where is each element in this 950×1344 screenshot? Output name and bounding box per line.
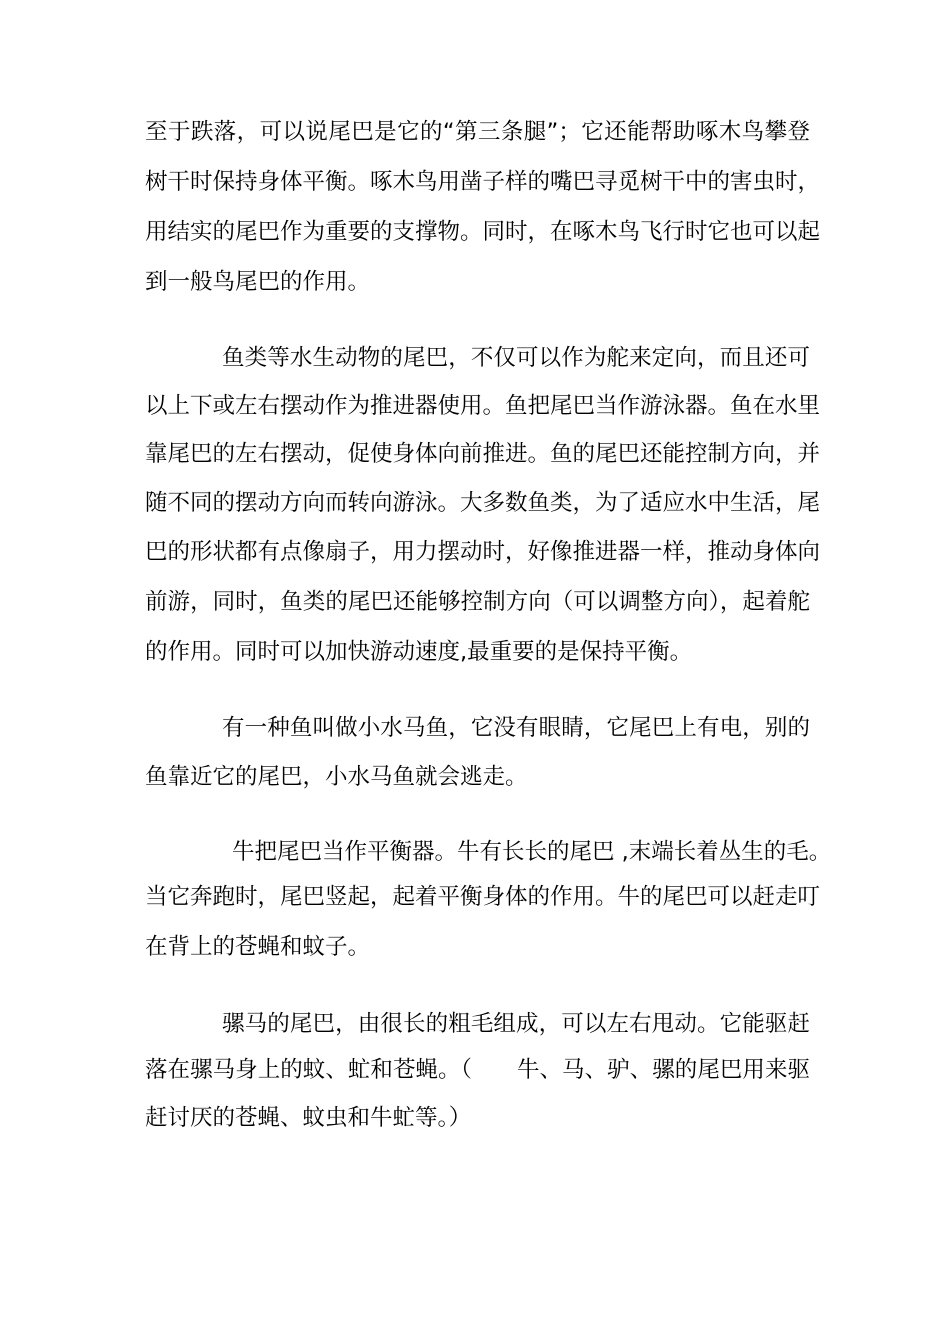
text-line: 前游，同时，鱼类的尾巴还能够控制方向（可以调整方向），起着舵 xyxy=(145,589,810,615)
text-line: 鱼类等水生动物的尾巴，不仅可以作为舵来定向，而且还可 xyxy=(222,345,810,371)
text-line: 树干时保持身体平衡。啄木鸟用凿子样的嘴巴寻觅树干中的害虫时， xyxy=(145,169,821,195)
text-line: 当它奔跑时，尾巴竖起，起着平衡身体的作用。牛的尾巴可以赶走叮 xyxy=(145,884,821,910)
text-line: 巴的形状都有点像扇子，用力摆动时，好像推进器一样，推动身体向 xyxy=(145,539,821,565)
text-line: 以上下或左右摆动作为推进器使用。鱼把尾巴当作游泳器。鱼在水里 xyxy=(145,393,821,419)
text-line: 骡马的尾巴，由很长的粗毛组成，可以左右甩动。它能驱赶 xyxy=(222,1011,810,1037)
text-line: 随不同的摆动方向而转向游泳。大多数鱼类，为了适应水中生活，尾 xyxy=(145,490,821,516)
text-line: 在背上的苍蝇和蚊子。 xyxy=(145,934,371,960)
text-line: 有一种鱼叫做小水马鱼，它没有眼睛，它尾巴上有电，别的 xyxy=(222,715,810,741)
text-line: 落在骡马身上的蚊、虻和苍蝇。（ 牛、马、驴、骡的尾巴用来驱 xyxy=(145,1057,810,1083)
text-line: 用结实的尾巴作为重要的支撑物。同时，在啄木鸟飞行时它也可以起 xyxy=(145,219,821,245)
text-line: 牛把尾巴当作平衡器。牛有长长的尾巴 ,末端长着丛生的毛。 xyxy=(232,839,832,865)
text-line: 赶讨厌的苍蝇、蚊虫和牛虻等。） xyxy=(145,1105,472,1131)
text-line: 到一般鸟尾巴的作用。 xyxy=(145,269,371,295)
text-line: 至于跌落，可以说尾巴是它的“第三条腿”；它还能帮助啄木鸟攀登 xyxy=(145,119,810,145)
text-line: 的作用。同时可以加快游动速度,最重要的是保持平衡。 xyxy=(145,639,693,665)
text-line: 靠尾巴的左右摆动，促使身体向前推进。鱼的尾巴还能控制方向，并 xyxy=(145,441,821,467)
text-line: 鱼靠近它的尾巴，小水马鱼就会逃走。 xyxy=(145,764,528,790)
